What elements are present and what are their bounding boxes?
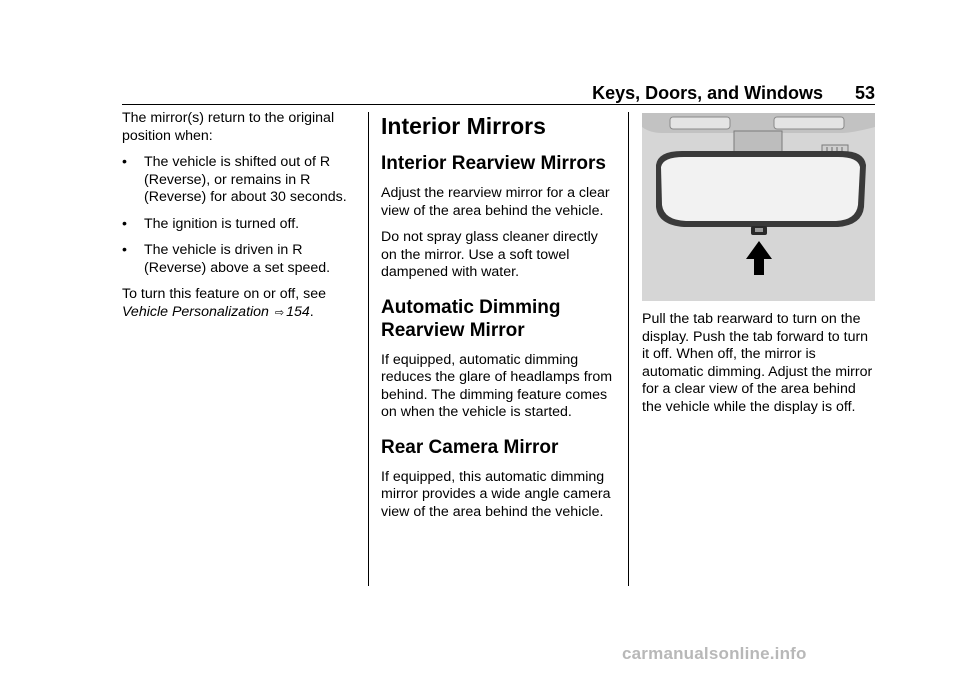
column-divider	[628, 112, 629, 586]
section-paragraph: If equipped, automatic dimming reduces the glare of headlamps from behind. The dimming feature comes on when the vehicle is started.	[381, 351, 613, 420]
reference-suffix: .	[309, 303, 314, 320]
column-middle	[381, 110, 617, 530]
reference-paragraph	[122, 286, 362, 322]
bullet-mark: •	[122, 154, 127, 170]
intro-paragraph: The mirror(s) return to the original position when:	[122, 110, 335, 144]
column-left	[122, 110, 362, 331]
column-divider	[368, 112, 369, 586]
mirror-mount	[734, 131, 782, 153]
section-heading: Automatic Dimming Rearview Mirror	[381, 296, 561, 341]
console-lamp-right	[774, 117, 844, 129]
reference-link-text: Vehicle Personalization	[122, 303, 269, 320]
tab-instructions: Pull the tab rearward to turn on the display. Push the tab forward to turn it off. When off, the mirror is automatic dimming. Adjust the mirror for a clear view of the area behind the vehicle while the display is off.	[642, 311, 873, 415]
page-number: 53	[854, 83, 875, 103]
bullet-mark: •	[122, 242, 127, 258]
section-heading: Interior Rearview Mirrors	[381, 153, 606, 174]
bullet-text: The ignition is turned off.	[144, 215, 300, 232]
reference-intro: To turn this feature on or off, see	[122, 286, 326, 302]
section-heading: Rear Camera Mirror	[381, 436, 559, 458]
rearview-mirror-illustration	[642, 113, 875, 301]
console-lamp-left	[670, 117, 730, 129]
page-reference-arrow-icon: ⇨	[274, 306, 285, 319]
section-paragraph: If equipped, this automatic dimming mirror provides a wide angle camera view of the area behind the vehicle.	[381, 468, 611, 520]
column-right	[642, 110, 875, 425]
mirror-glass	[661, 157, 860, 221]
section-paragraph: Adjust the rearview mirror for a clear view of the area behind the vehicle.	[381, 185, 610, 219]
bullet-text: The vehicle is shifted out of R (Reverse), or remains in R (Reverse) for about 30 seconds.	[144, 154, 347, 205]
section-paragraph: Do not spray glass cleaner directly on the mirror. Use a soft towel dampened with water.	[381, 229, 598, 280]
list-item	[122, 154, 362, 207]
page-header	[122, 83, 875, 104]
page-title: Interior Mirrors	[381, 113, 546, 139]
reference-link[interactable]	[122, 304, 310, 320]
bullet-mark: •	[122, 215, 127, 232]
watermark: carmanualsonline.info	[622, 644, 807, 663]
list-item	[122, 216, 362, 234]
section-title: Keys, Doors, and Windows	[592, 83, 823, 103]
reference-page: 154	[286, 303, 310, 320]
header-rule	[122, 104, 875, 105]
mirror-tab-grip	[755, 228, 763, 232]
list-item	[122, 242, 362, 277]
bullet-text: The vehicle is driven in R (Reverse) above a set speed.	[144, 242, 331, 276]
